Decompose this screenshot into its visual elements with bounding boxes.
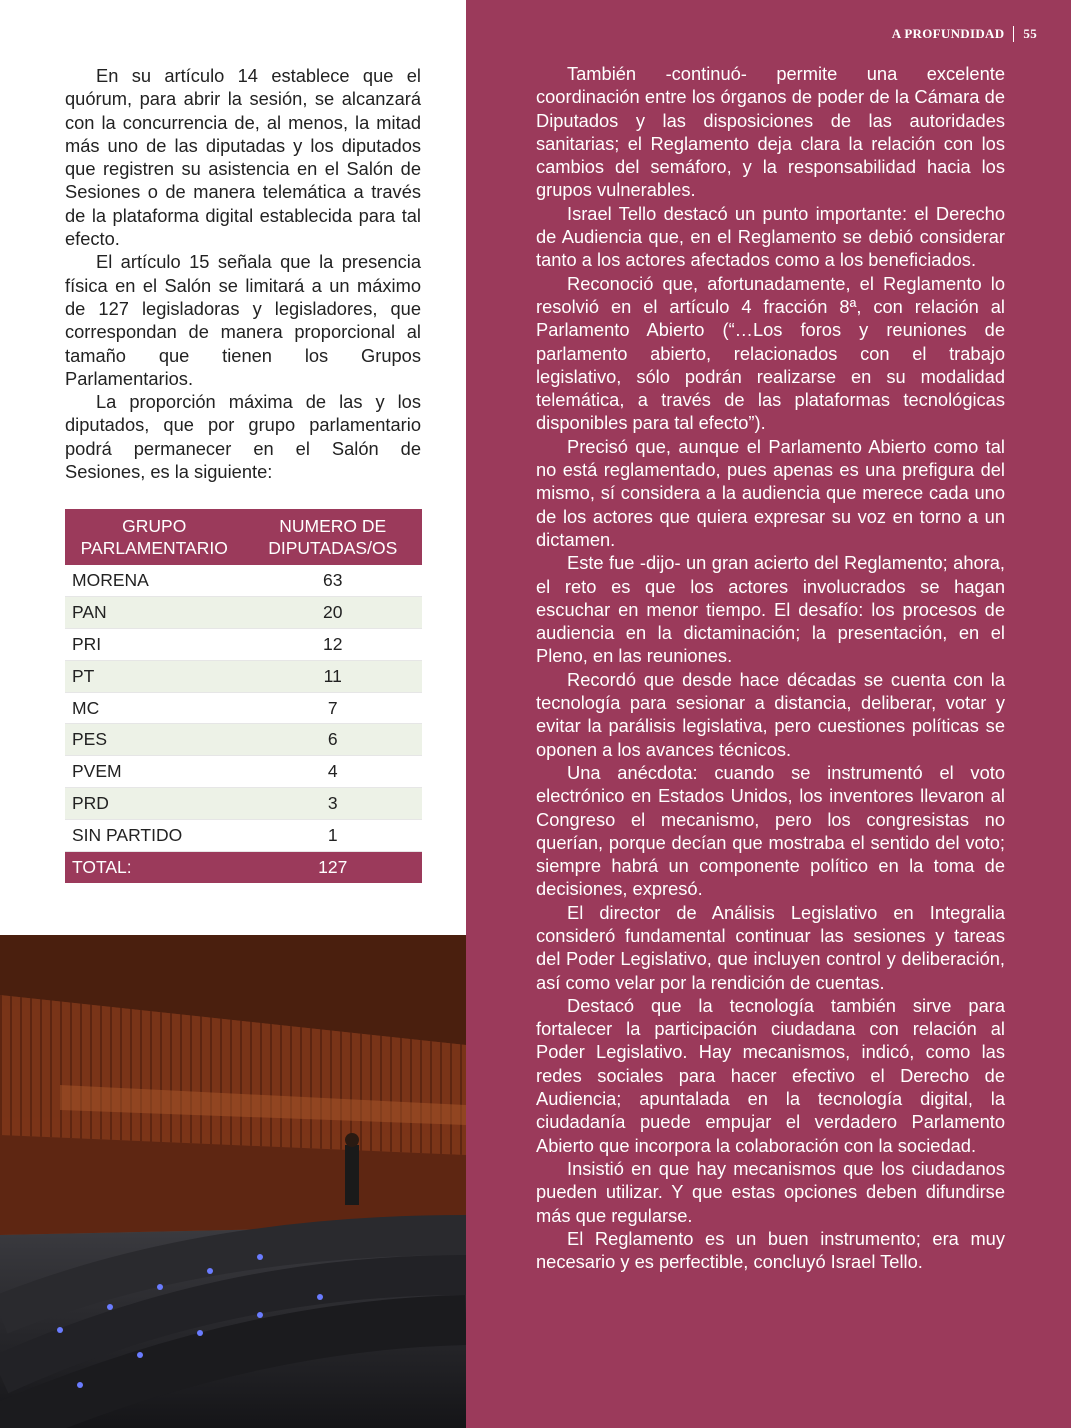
party-seat-table bbox=[65, 509, 422, 883]
table-row bbox=[65, 788, 422, 820]
right-paragraph: Precisó que, aunque el Parlamento Abierto como tal no está reglamentado, pues apenas es una prefigura del mismo, sí considera a la audiencia que merece cada uno de los actores que quiera expresar su voz en torno a un dictamen. bbox=[536, 435, 1005, 550]
total-label: TOTAL: bbox=[65, 851, 244, 883]
chamber-photo bbox=[0, 935, 466, 1428]
right-paragraph: Israel Tello destacó un punto importante: el Derecho de Audiencia que, en el Reglamento se debió considerar tanto a los actores afectados como a los beneficiados. bbox=[536, 202, 1005, 271]
table-row bbox=[65, 565, 422, 597]
page-header bbox=[892, 26, 1037, 42]
header-group: GRUPO PARLAMENTARIO bbox=[65, 509, 244, 565]
party-count: 11 bbox=[244, 660, 423, 692]
party-name: SIN PARTIDO bbox=[65, 819, 244, 851]
right-paragraph: También -continuó- permite una excelente coordinación entre los órganos de poder de la Cámara de Diputados y las disposiciones de las autoridades sanitarias; el Reglamento deja clara la relación con los cambios del semáforo, y la responsabilidad hacia los grupos vulnerables. bbox=[536, 63, 1005, 201]
table-row bbox=[65, 724, 422, 756]
party-name: PVEM bbox=[65, 756, 244, 788]
party-count: 12 bbox=[244, 629, 423, 661]
party-count: 4 bbox=[244, 756, 423, 788]
party-name: MC bbox=[65, 692, 244, 724]
table-row bbox=[65, 756, 422, 788]
total-count: 127 bbox=[244, 851, 423, 883]
table-row bbox=[65, 597, 422, 629]
table-total-row bbox=[65, 851, 422, 883]
session-hall-illustration bbox=[0, 935, 466, 1428]
right-paragraph: Destacó que la tecnología también sirve para fortalecer la participación ciudadana con relación al Poder Legislativo. Hay mecanismos, indicó, como las redes sociales para hacer efectivo el Derecho de Audiencia; apuntalada en la tecnología digital, la ciudadanía puede empujar el verdadero Parlamento Abierto que incorpora la colaboración con la sociedad. bbox=[536, 994, 1005, 1156]
left-paragraph: La proporción máxima de las y los diputados, que por grupo parlamentario podrá permanecer en el Salón de Sesiones, es la siguiente: bbox=[65, 391, 421, 483]
table-header-row bbox=[65, 509, 422, 565]
header-divider bbox=[1013, 26, 1014, 42]
header-count: NUMERO DE DIPUTADAS/OS bbox=[244, 509, 423, 565]
left-paragraph: En su artículo 14 establece que el quórum, para abrir la sesión, se alcanzará con la concurrencia de, al menos, la mitad más uno de las diputadas y los diputados que registren su asistencia en el Salón de Sesiones o de manera telemática a través de la plataforma digital establecida para tal efecto. bbox=[65, 65, 421, 250]
right-paragraph: Este fue -dijo- un gran acierto del Reglamento; ahora, el reto es que los actores involucrados se hagan escuchar en menor tiempo. El desafío: los procesos de audiencia en la dictaminación; la presentación, en el Pleno, en las reuniones. bbox=[536, 552, 1005, 667]
right-paragraph: Recordó que desde hace décadas se cuenta con la tecnología para sesionar a distancia, deliberar, votar y evitar la parálisis legislativa, pero cuestiones políticas se oponen a los avances técnicos. bbox=[536, 668, 1005, 760]
right-paragraph: Una anécdota: cuando se instrumentó el voto electrónico en Estados Unidos, los inventores llevaron al Congreso el mecanismo, pero los congresistas no querían, porque decían que mostraba el sentido del voto; siempre habrá un componente político en la toma de decisiones, expresó. bbox=[536, 761, 1005, 900]
table-row bbox=[65, 629, 422, 661]
table-row bbox=[65, 660, 422, 692]
table-row bbox=[65, 819, 422, 851]
party-count: 20 bbox=[244, 597, 423, 629]
party-count: 6 bbox=[244, 724, 423, 756]
right-column bbox=[536, 62, 1005, 1273]
right-paragraph: Insistió en que hay mecanismos que los ciudadanos pueden utilizar. Y que estas opciones deben difundirse más que regularse. bbox=[536, 1157, 1005, 1226]
party-count: 1 bbox=[244, 819, 423, 851]
left-paragraph: El artículo 15 señala que la presencia física en el Salón se limitará a un máximo de 127 legisladoras y legisladores, que correspondan de manera proporcional al tamaño que tienen los Grupos Parlamentarios. bbox=[65, 251, 421, 389]
section-title: A PROFUNDIDAD bbox=[891, 26, 1005, 41]
party-name: PRD bbox=[65, 788, 244, 820]
right-paragraph: El Reglamento es un buen instrumento; era muy necesario y es perfectible, concluyó Israel Tello. bbox=[536, 1227, 1005, 1273]
party-count: 63 bbox=[244, 565, 423, 597]
left-column bbox=[65, 64, 421, 483]
party-count: 7 bbox=[244, 692, 423, 724]
party-name: PAN bbox=[65, 597, 244, 629]
right-paragraph: El director de Análisis Legislativo en Integralia consideró fundamental continuar las sesiones y tareas del Poder Legislativo, que incluyen control y deliberación, así como velar por la rendición de cuentas. bbox=[536, 901, 1005, 993]
table-row bbox=[65, 692, 422, 724]
party-name: PRI bbox=[65, 629, 244, 661]
party-name: MORENA bbox=[65, 565, 244, 597]
party-count: 3 bbox=[244, 788, 423, 820]
party-name: PES bbox=[65, 724, 244, 756]
party-name: PT bbox=[65, 660, 244, 692]
right-paragraph: Reconoció que, afortunadamente, el Reglamento lo resolvió en el artículo 4 fracción 8ª, con relación al Parlamento Abierto (“…Los foros y reuniones de parlamento abierto, relacionados con el trabajo legislativo, sólo podrán realizarse en su modalidad telemática, a través de las plataformas tecnológicas disponibles para tal efecto”). bbox=[536, 272, 1005, 434]
page-number: 55 bbox=[1023, 26, 1037, 41]
